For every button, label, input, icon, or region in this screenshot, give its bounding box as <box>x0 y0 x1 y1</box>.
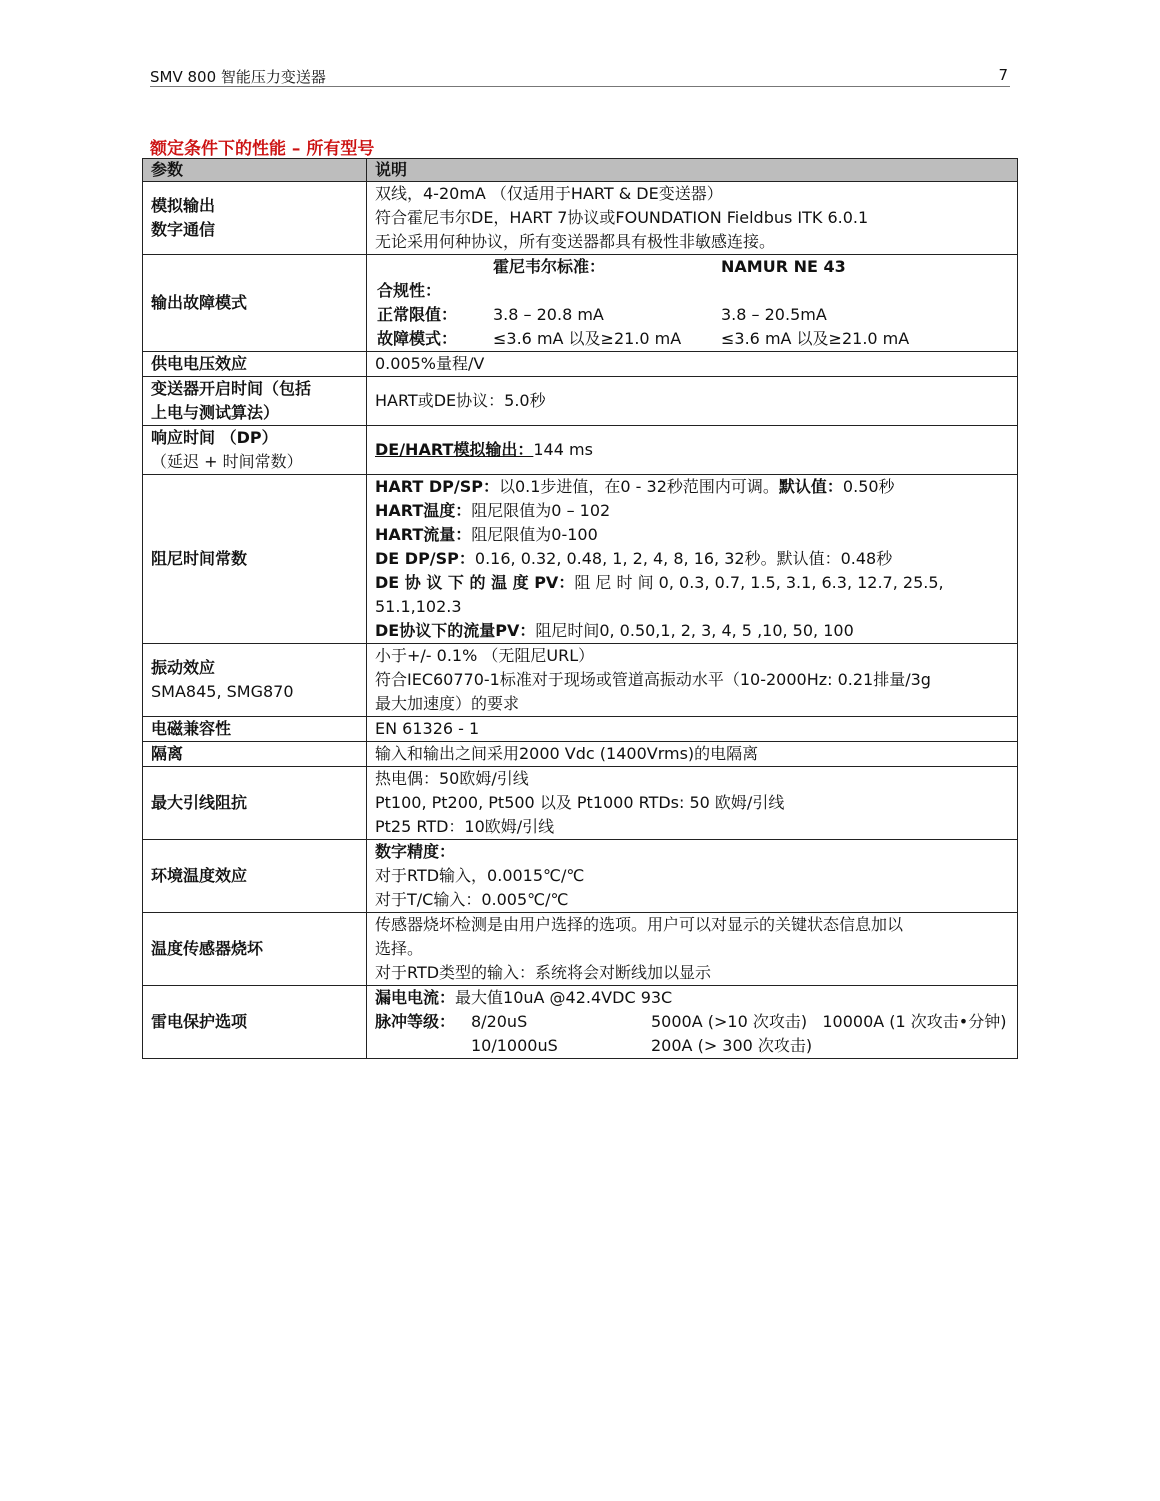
row-param <box>143 644 367 717</box>
row-desc <box>367 986 1018 1059</box>
normal-limit-honeywell: 3.8 – 20.8 mA <box>493 305 604 324</box>
inline-text: 阻 尼 时 间 0, 0.3, 0.7, 1.5, 3.1, 6.3, 12.7, 25.5, <box>574 573 944 592</box>
document-title: SMV 800 智能压力变送器 <box>150 68 326 86</box>
pulse-label: 脉冲等级： <box>375 1012 456 1031</box>
table-row <box>143 426 1018 475</box>
honeywell-standard-header: 霍尼韦尔标准： <box>493 257 606 276</box>
row-param <box>143 182 367 255</box>
pulse-text: 10000A (1 次攻击•分钟) <box>822 1012 1007 1031</box>
desc-line: Pt25 RTD：10欧姆/引线 <box>375 817 555 836</box>
row-param: 电磁兼容性 <box>143 717 367 742</box>
row-desc <box>367 767 1018 840</box>
desc-line: 最大加速度）的要求 <box>375 694 520 713</box>
row-desc <box>367 644 1018 717</box>
pulse-rating-grid <box>375 1010 1009 1058</box>
param-column-header: 参数 <box>143 159 367 182</box>
row-param: 输出故障模式 <box>143 255 367 352</box>
inline-label: DE 协 议 下 的 温 度 PV： <box>375 573 575 592</box>
table-row <box>143 644 1018 717</box>
row-param: 阻尼时间常数 <box>143 475 367 644</box>
inline-text: 0.50秒 <box>842 477 895 496</box>
row-desc <box>367 475 1018 644</box>
inline-text: 阻尼限值为0 – 102 <box>471 501 611 520</box>
inline-label: 默认值： <box>778 477 843 496</box>
row-param: 最大引线阻抗 <box>143 767 367 840</box>
row-desc <box>367 255 1018 352</box>
desc-line <box>375 475 1009 499</box>
desc-heading: 数字精度： <box>375 842 456 861</box>
inline-text: 阻尼时间0, 0.50,1, 2, 3, 4, 5 ,10, 50, 100 <box>535 621 854 640</box>
spec-table <box>142 158 1018 1059</box>
param-line: 数字通信 <box>151 220 216 239</box>
pulse-cell: 10/1000uS <box>471 1036 558 1055</box>
table-row <box>143 986 1018 1059</box>
section-title: 额定条件下的性能 – 所有型号 <box>150 139 375 159</box>
response-value: 144 ms <box>533 440 593 459</box>
table-row <box>143 840 1018 913</box>
desc-line: 符合霍尼韦尔DE，HART 7协议或FOUNDATION Fieldbus ITK 6.0.1 <box>375 208 869 227</box>
table-row <box>143 475 1018 644</box>
param-line: 上电与测试算法） <box>151 403 280 422</box>
inline-label: 漏电电流： <box>375 988 456 1007</box>
desc-line: 对于T/C输入：0.005℃/℃ <box>375 890 569 909</box>
row-desc: 输入和输出之间采用2000 Vdc (1400Vrms)的电隔离 <box>367 742 1018 767</box>
table-row <box>143 717 1018 742</box>
pulse-cell: 200A (> 300 次攻击) <box>651 1036 813 1055</box>
inline-label: HART流量： <box>375 525 472 544</box>
compliance-label: 合规性： <box>377 281 442 300</box>
desc-line: 符合IEC60770-1标准对于现场或管道高振动水平（10-2000Hz: 0.21排量/3g <box>375 670 931 689</box>
table-row <box>143 742 1018 767</box>
desc-line <box>375 571 1009 595</box>
inline-text: 0.16, 0.32, 0.48, 1, 2, 4, 8, 16, 32秒。默认值：0.48秒 <box>474 549 893 568</box>
row-desc: 0.005%量程/V <box>367 352 1018 377</box>
row-param <box>143 377 367 426</box>
normal-limit-namur: 3.8 – 20.5mA <box>721 305 827 324</box>
desc-line <box>375 499 1009 523</box>
page-number: 7 <box>998 66 1008 84</box>
failure-mode-namur: ≤3.6 mA 以及≥21.0 mA <box>721 329 910 348</box>
param-line: 振动效应 <box>151 658 216 677</box>
desc-line: 双线，4-20mA （仅适用于HART & DE变送器） <box>375 184 723 203</box>
page-header <box>150 64 1010 87</box>
row-desc: HART或DE协议：5.0秒 <box>367 377 1018 426</box>
desc-line: 51.1,102.3 <box>375 597 462 616</box>
desc-line: 无论采用何种协议，所有变送器都具有极性非敏感连接。 <box>375 232 776 251</box>
param-line: 模拟输出 <box>151 196 216 215</box>
desc-column-header: 说明 <box>367 159 1018 182</box>
table-row <box>143 352 1018 377</box>
row-desc <box>367 913 1018 986</box>
inline-label: DE协议下的流量PV： <box>375 621 536 640</box>
row-desc <box>367 182 1018 255</box>
inline-text: 阻尼限值为0-100 <box>471 525 598 544</box>
desc-line <box>375 523 1009 547</box>
row-param <box>143 426 367 475</box>
row-param: 供电电压效应 <box>143 352 367 377</box>
row-desc <box>367 426 1018 475</box>
namur-header: NAMUR NE 43 <box>721 257 846 276</box>
table-row <box>143 767 1018 840</box>
param-line: 响应时间 （DP） <box>151 428 278 447</box>
desc-line <box>375 547 1009 571</box>
row-param: 环境温度效应 <box>143 840 367 913</box>
param-line: SMA845, SMG870 <box>151 682 294 701</box>
table-row <box>143 913 1018 986</box>
desc-line: 热电偶：50欧姆/引线 <box>375 769 529 788</box>
inline-text: 最大值10uA @42.4VDC 93C <box>455 988 673 1007</box>
row-desc <box>367 840 1018 913</box>
inline-label: HART温度： <box>375 501 472 520</box>
pulse-cell: 8/20uS <box>471 1012 528 1031</box>
param-line: 变送器开启时间（包括 <box>151 379 312 398</box>
desc-line <box>375 619 1009 643</box>
failure-mode-honeywell: ≤3.6 mA 以及≥21.0 mA <box>493 329 682 348</box>
table-row <box>143 182 1018 255</box>
inline-text: 以0.1步进值，在0 - 32秒范围内可调。 <box>498 477 779 496</box>
desc-line: 小于+/- 0.1% （无阻尼URL） <box>375 646 595 665</box>
param-line: （延迟 + 时间常数） <box>151 452 303 471</box>
fault-mode-grid <box>375 255 1009 351</box>
inline-label: DE DP/SP： <box>375 549 475 568</box>
normal-limit-label: 正常限值： <box>377 305 458 324</box>
failure-mode-label: 故障模式： <box>377 329 458 348</box>
response-label: DE/HART模拟输出： <box>375 440 534 459</box>
row-param: 温度传感器烧坏 <box>143 913 367 986</box>
table-row <box>143 377 1018 426</box>
desc-line <box>375 986 1009 1010</box>
desc-line: 对于RTD类型的输入：系统将会对断线加以显示 <box>375 963 712 982</box>
desc-line: 对于RTD输入，0.0015℃/℃ <box>375 866 585 885</box>
pulse-text: 5000A (>10 次攻击) <box>651 1012 808 1031</box>
desc-line: 选择。 <box>375 939 424 958</box>
table-header-row <box>143 159 1018 182</box>
row-param: 隔离 <box>143 742 367 767</box>
row-param: 雷电保护选项 <box>143 986 367 1059</box>
desc-line: 传感器烧坏检测是由用户选择的选项。用户可以对显示的关键状态信息加以 <box>375 915 904 934</box>
table-row <box>143 255 1018 352</box>
pulse-cell <box>651 1010 1009 1034</box>
row-desc: EN 61326 - 1 <box>367 717 1018 742</box>
desc-line: Pt100, Pt200, Pt500 以及 Pt1000 RTDs: 50 欧姆/引线 <box>375 793 785 812</box>
inline-label: HART DP/SP： <box>375 477 499 496</box>
